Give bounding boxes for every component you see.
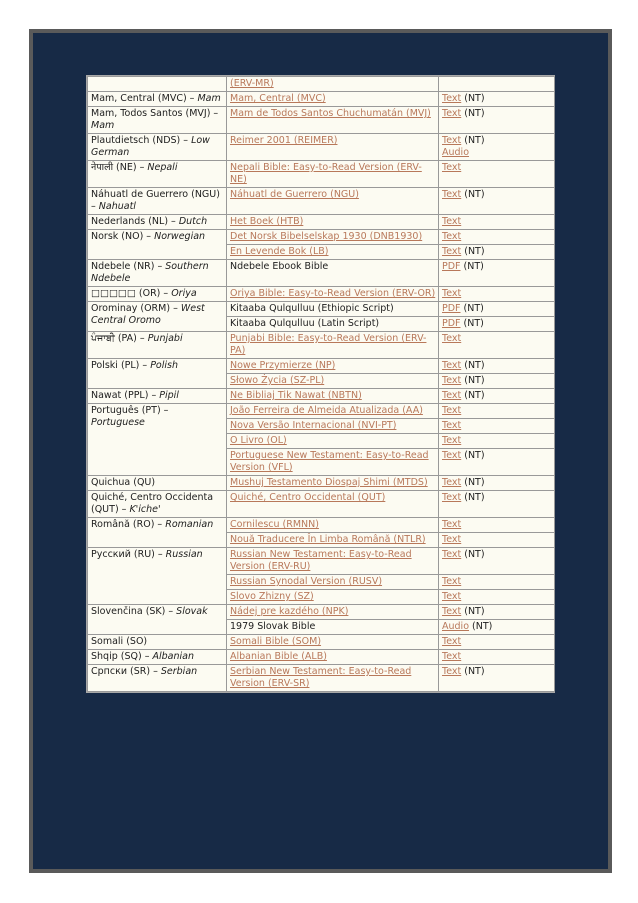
version-link[interactable]: Albanian Bible (ALB) bbox=[230, 651, 327, 662]
version-link[interactable]: Mam de Todos Santos Chuchumatán (MVJ) bbox=[230, 108, 431, 119]
version-cell bbox=[227, 635, 439, 650]
format-cell bbox=[439, 107, 555, 134]
format-link[interactable]: Text bbox=[442, 405, 462, 416]
version-link[interactable]: Punjabi Bible: Easy-to-Read Version (ERV-PA) bbox=[230, 333, 427, 356]
version-cell bbox=[227, 374, 439, 389]
language-english-name: Norwegian bbox=[154, 231, 206, 242]
language-cell bbox=[88, 161, 227, 188]
format-scope: (NT) bbox=[461, 189, 485, 200]
version-cell bbox=[227, 404, 439, 419]
format-cell bbox=[439, 161, 555, 188]
format-link-secondary[interactable]: Audio bbox=[442, 147, 470, 158]
format-cell bbox=[439, 590, 555, 605]
format-cell bbox=[439, 635, 555, 650]
language-cell bbox=[88, 665, 227, 692]
format-link[interactable]: Text bbox=[442, 288, 462, 299]
format-cell bbox=[439, 665, 555, 692]
format-scope: (NT) bbox=[461, 492, 485, 503]
language-cell bbox=[88, 518, 227, 548]
language-name: Somali (SO) bbox=[91, 636, 148, 647]
language-name: Nawat (PPL) – bbox=[91, 390, 157, 401]
language-cell bbox=[88, 107, 227, 134]
format-cell bbox=[439, 317, 555, 332]
format-link[interactable]: Text bbox=[442, 231, 462, 242]
language-cell bbox=[88, 260, 227, 287]
version-link[interactable]: Nepali Bible: Easy-to-Read Version (ERV-NE) bbox=[230, 162, 422, 185]
language-cell bbox=[88, 491, 227, 518]
language-english-name: Mam bbox=[91, 120, 115, 131]
version-link[interactable]: Nouă Traducere În Limba Română (NTLR) bbox=[230, 534, 426, 545]
format-cell bbox=[439, 575, 555, 590]
format-cell bbox=[439, 134, 555, 161]
language-name: Náhuatl de Guerrero (NGU) – bbox=[91, 189, 220, 212]
language-cell bbox=[88, 404, 227, 476]
version-name: Kitaaba Qulqulluu (Latin Script) bbox=[230, 318, 380, 329]
format-cell bbox=[439, 245, 555, 260]
bible-versions-table bbox=[86, 75, 555, 693]
language-english-name: Oriya bbox=[171, 288, 197, 299]
language-cell bbox=[88, 302, 227, 332]
format-cell bbox=[439, 491, 555, 518]
format-cell bbox=[439, 605, 555, 620]
version-link[interactable]: Portuguese New Testament: Easy-to-Read Version (VFL) bbox=[230, 450, 429, 473]
format-link[interactable]: Text bbox=[442, 375, 462, 386]
table-row bbox=[88, 518, 555, 533]
version-cell bbox=[227, 134, 439, 161]
format-cell bbox=[439, 302, 555, 317]
version-cell bbox=[227, 476, 439, 491]
language-name: Ndebele (NR) – bbox=[91, 261, 163, 272]
table-row bbox=[88, 188, 555, 215]
version-name: Kitaaba Qulqulluu (Ethiopic Script) bbox=[230, 303, 394, 314]
version-cell bbox=[227, 245, 439, 260]
table-row bbox=[88, 665, 555, 692]
version-link[interactable]: Russian New Testament: Easy-to-Read Version (ERV-RU) bbox=[230, 549, 412, 572]
format-cell bbox=[439, 92, 555, 107]
format-cell bbox=[439, 260, 555, 287]
format-cell bbox=[439, 518, 555, 533]
version-link[interactable]: Nova Versão Internacional (NVI-PT) bbox=[230, 420, 397, 431]
format-link[interactable]: Text bbox=[442, 162, 462, 173]
version-cell bbox=[227, 230, 439, 245]
format-scope: (NT) bbox=[461, 360, 485, 371]
format-cell bbox=[439, 533, 555, 548]
language-english-name: Slovak bbox=[176, 606, 208, 617]
version-link[interactable]: Nowe Przymierze (NP) bbox=[230, 360, 336, 371]
format-cell bbox=[439, 449, 555, 476]
format-scope: (NT) bbox=[461, 549, 485, 560]
language-name: Shqip (SQ) – bbox=[91, 651, 150, 662]
version-cell bbox=[227, 518, 439, 533]
version-link[interactable]: Somali Bible (SOM) bbox=[230, 636, 322, 647]
version-link[interactable]: Náhuatl de Guerrero (NGU) bbox=[230, 189, 359, 200]
language-english-name: Mam bbox=[197, 93, 221, 104]
version-link[interactable]: Russian Synodal Version (RUSV) bbox=[230, 576, 383, 587]
format-cell bbox=[439, 188, 555, 215]
table-row bbox=[88, 332, 555, 359]
version-link[interactable]: O Livro (OL) bbox=[230, 435, 287, 446]
format-cell bbox=[439, 548, 555, 575]
format-scope: (NT) bbox=[469, 621, 493, 632]
language-cell bbox=[88, 359, 227, 389]
format-cell bbox=[439, 476, 555, 491]
language-name: Română (RO) – bbox=[91, 519, 163, 530]
format-link[interactable]: Text bbox=[442, 246, 462, 257]
language-cell bbox=[88, 389, 227, 404]
language-cell bbox=[88, 134, 227, 161]
language-name: Orominay (ORM) – bbox=[91, 303, 178, 314]
table-row bbox=[88, 650, 555, 665]
language-english-name: Low German bbox=[91, 135, 210, 158]
format-link[interactable]: PDF bbox=[442, 318, 461, 329]
format-cell bbox=[439, 374, 555, 389]
version-cell bbox=[227, 590, 439, 605]
version-link[interactable]: Oriya Bible: Easy-to-Read Version (ERV-OR) bbox=[230, 288, 436, 299]
format-link[interactable]: Audio bbox=[442, 621, 470, 632]
format-cell bbox=[439, 215, 555, 230]
version-link[interactable]: Cornilescu (RMNN) bbox=[230, 519, 319, 530]
version-cell bbox=[227, 389, 439, 404]
format-link[interactable]: Text bbox=[442, 519, 462, 530]
format-cell bbox=[439, 419, 555, 434]
version-cell bbox=[227, 260, 439, 287]
format-link[interactable]: PDF bbox=[442, 303, 461, 314]
language-cell bbox=[88, 332, 227, 359]
table-row bbox=[88, 635, 555, 650]
format-link[interactable]: Text bbox=[442, 576, 462, 587]
version-link[interactable]: Reimer 2001 (REIMER) bbox=[230, 135, 338, 146]
format-link[interactable]: PDF bbox=[442, 261, 461, 272]
language-cell bbox=[88, 215, 227, 230]
language-english-name: Dutch bbox=[178, 216, 208, 227]
format-link[interactable]: Text bbox=[442, 450, 462, 461]
format-scope: (NT) bbox=[461, 246, 485, 257]
version-cell bbox=[227, 161, 439, 188]
language-english-name: Southern Ndebele bbox=[91, 261, 209, 284]
format-scope: (NT) bbox=[461, 477, 485, 488]
language-english-name: Punjabi bbox=[147, 333, 183, 344]
version-cell bbox=[227, 449, 439, 476]
language-name: Português (PT) – bbox=[91, 405, 169, 416]
language-name: Quiché, Centro Occidenta (QUT) – bbox=[91, 492, 214, 515]
version-cell bbox=[227, 287, 439, 302]
format-scope: (NT) bbox=[461, 135, 485, 146]
version-link[interactable]: Mam, Central (MVC) bbox=[230, 93, 326, 104]
language-name: ਪੰਜਾਬੀ (PA) – bbox=[91, 333, 145, 344]
language-name: Norsk (NO) – bbox=[91, 231, 152, 242]
language-cell bbox=[88, 287, 227, 302]
language-name: Mam, Central (MVC) – bbox=[91, 93, 195, 104]
format-link[interactable]: Text bbox=[442, 492, 462, 503]
language-cell bbox=[88, 548, 227, 605]
language-cell bbox=[88, 188, 227, 215]
language-english-name: West Central Oromo bbox=[91, 303, 205, 326]
language-english-name: Portuguese bbox=[91, 417, 145, 428]
table-row bbox=[88, 302, 555, 317]
format-cell bbox=[439, 389, 555, 404]
language-name: नेपाली (NE) – bbox=[91, 162, 145, 173]
version-cell bbox=[227, 620, 439, 635]
format-link[interactable]: Text bbox=[442, 606, 462, 617]
language-name: Plautdietsch (NDS) – bbox=[91, 135, 189, 146]
format-link[interactable]: Text bbox=[442, 216, 462, 227]
table-row bbox=[88, 230, 555, 245]
format-link[interactable]: Text bbox=[442, 549, 462, 560]
version-link[interactable]: Mushuj Testamento Diospaj Shimi (MTDS) bbox=[230, 477, 428, 488]
table-body bbox=[88, 77, 555, 692]
version-cell bbox=[227, 605, 439, 620]
format-link[interactable]: Text bbox=[442, 420, 462, 431]
version-cell bbox=[227, 575, 439, 590]
format-link[interactable]: Text bbox=[442, 477, 462, 488]
language-name: Quichua (QU) bbox=[91, 477, 156, 488]
language-name: Slovenčina (SK) – bbox=[91, 606, 174, 617]
format-cell bbox=[439, 434, 555, 449]
version-cell bbox=[227, 188, 439, 215]
version-cell bbox=[227, 548, 439, 575]
version-cell bbox=[227, 419, 439, 434]
language-cell bbox=[88, 92, 227, 107]
version-link[interactable]: Serbian New Testament: Easy-to-Read Version (ERV-SR) bbox=[230, 666, 412, 689]
language-cell bbox=[88, 650, 227, 665]
language-cell bbox=[88, 77, 227, 92]
table-row bbox=[88, 491, 555, 518]
language-cell bbox=[88, 476, 227, 491]
format-scope: (NT) bbox=[460, 303, 484, 314]
language-name: Српски (SR) – bbox=[91, 666, 158, 677]
format-scope: (NT) bbox=[460, 261, 484, 272]
format-scope: (NT) bbox=[461, 93, 485, 104]
format-scope: (NT) bbox=[461, 450, 485, 461]
version-cell bbox=[227, 107, 439, 134]
format-scope: (NT) bbox=[461, 606, 485, 617]
language-cell bbox=[88, 635, 227, 650]
version-name: 1979 Slovak Bible bbox=[230, 621, 316, 632]
version-cell bbox=[227, 302, 439, 317]
version-link[interactable]: João Ferreira de Almeida Atualizada (AA) bbox=[230, 405, 423, 416]
language-name: Русский (RU) – bbox=[91, 549, 163, 560]
version-link[interactable]: Het Boek (HTB) bbox=[230, 216, 304, 227]
version-cell bbox=[227, 533, 439, 548]
language-name: Polski (PL) – bbox=[91, 360, 148, 371]
language-english-name: Nepali bbox=[147, 162, 178, 173]
language-english-name: Polish bbox=[150, 360, 178, 371]
table-row bbox=[88, 404, 555, 419]
table-row bbox=[88, 476, 555, 491]
version-link[interactable]: Slovo Zhizny (SZ) bbox=[230, 591, 314, 602]
table-row bbox=[88, 134, 555, 161]
format-link[interactable]: Text bbox=[442, 534, 462, 545]
version-link[interactable]: Ne Bibliaj Tik Nawat (NBTN) bbox=[230, 390, 362, 401]
table-row bbox=[88, 215, 555, 230]
version-cell bbox=[227, 215, 439, 230]
language-english-name: Albanian bbox=[152, 651, 194, 662]
version-cell bbox=[227, 317, 439, 332]
format-scope: (NT) bbox=[461, 375, 485, 386]
format-link[interactable]: Text bbox=[442, 189, 462, 200]
format-link[interactable]: Text bbox=[442, 666, 462, 677]
format-cell bbox=[439, 287, 555, 302]
table-row bbox=[88, 161, 555, 188]
table-row bbox=[88, 92, 555, 107]
format-cell bbox=[439, 359, 555, 374]
version-cell bbox=[227, 359, 439, 374]
format-link[interactable]: Text bbox=[442, 135, 462, 146]
table-row bbox=[88, 287, 555, 302]
table-row bbox=[88, 389, 555, 404]
format-scope: (NT) bbox=[461, 108, 485, 119]
format-link[interactable]: Text bbox=[442, 591, 462, 602]
language-english-name: Serbian bbox=[160, 666, 198, 677]
format-cell bbox=[439, 650, 555, 665]
version-link[interactable]: (ERV-MR) bbox=[230, 78, 274, 89]
format-link[interactable]: Text bbox=[442, 651, 462, 662]
table-row bbox=[88, 77, 555, 92]
format-cell bbox=[439, 230, 555, 245]
format-scope: (NT) bbox=[461, 390, 485, 401]
version-link[interactable]: En Levende Bok (LB) bbox=[230, 246, 329, 257]
format-cell bbox=[439, 404, 555, 419]
format-link[interactable]: Text bbox=[442, 333, 462, 344]
format-link[interactable]: Text bbox=[442, 360, 462, 371]
version-cell bbox=[227, 92, 439, 107]
language-english-name: Romanian bbox=[165, 519, 214, 530]
table-row bbox=[88, 359, 555, 374]
format-link[interactable]: Text bbox=[442, 108, 462, 119]
format-link[interactable]: Text bbox=[442, 636, 462, 647]
language-name: Nederlands (NL) – bbox=[91, 216, 176, 227]
version-cell bbox=[227, 491, 439, 518]
language-cell bbox=[88, 605, 227, 635]
language-english-name: Pipil bbox=[159, 390, 179, 401]
format-cell bbox=[439, 332, 555, 359]
language-name: □□□□□ (OR) – bbox=[91, 288, 169, 299]
version-link[interactable]: Det Norsk Bibelselskap 1930 (DNB1930) bbox=[230, 231, 423, 242]
language-english-name: Nahuatl bbox=[98, 201, 136, 212]
version-link[interactable]: Nádej pre kazdého (NPK) bbox=[230, 606, 349, 617]
format-cell bbox=[439, 77, 555, 92]
version-link[interactable]: Quiché, Centro Occidental (QUT) bbox=[230, 492, 386, 503]
table-row bbox=[88, 260, 555, 287]
format-link[interactable]: Text bbox=[442, 390, 462, 401]
format-scope: (NT) bbox=[461, 666, 485, 677]
format-link[interactable]: Text bbox=[442, 93, 462, 104]
version-cell bbox=[227, 650, 439, 665]
version-link[interactable]: Słowo Życia (SZ-PL) bbox=[230, 375, 325, 386]
language-english-name: K'iche' bbox=[129, 504, 161, 515]
language-cell bbox=[88, 230, 227, 260]
format-scope: (NT) bbox=[460, 318, 484, 329]
table-row bbox=[88, 548, 555, 575]
table-row bbox=[88, 107, 555, 134]
table-row bbox=[88, 605, 555, 620]
language-name: Mam, Todos Santos (MVJ) – bbox=[91, 108, 219, 119]
format-link[interactable]: Text bbox=[442, 435, 462, 446]
version-cell bbox=[227, 332, 439, 359]
language-english-name: Russian bbox=[165, 549, 203, 560]
version-cell bbox=[227, 77, 439, 92]
version-cell bbox=[227, 434, 439, 449]
format-cell bbox=[439, 620, 555, 635]
version-name: Ndebele Ebook Bible bbox=[230, 261, 329, 272]
version-cell bbox=[227, 665, 439, 692]
